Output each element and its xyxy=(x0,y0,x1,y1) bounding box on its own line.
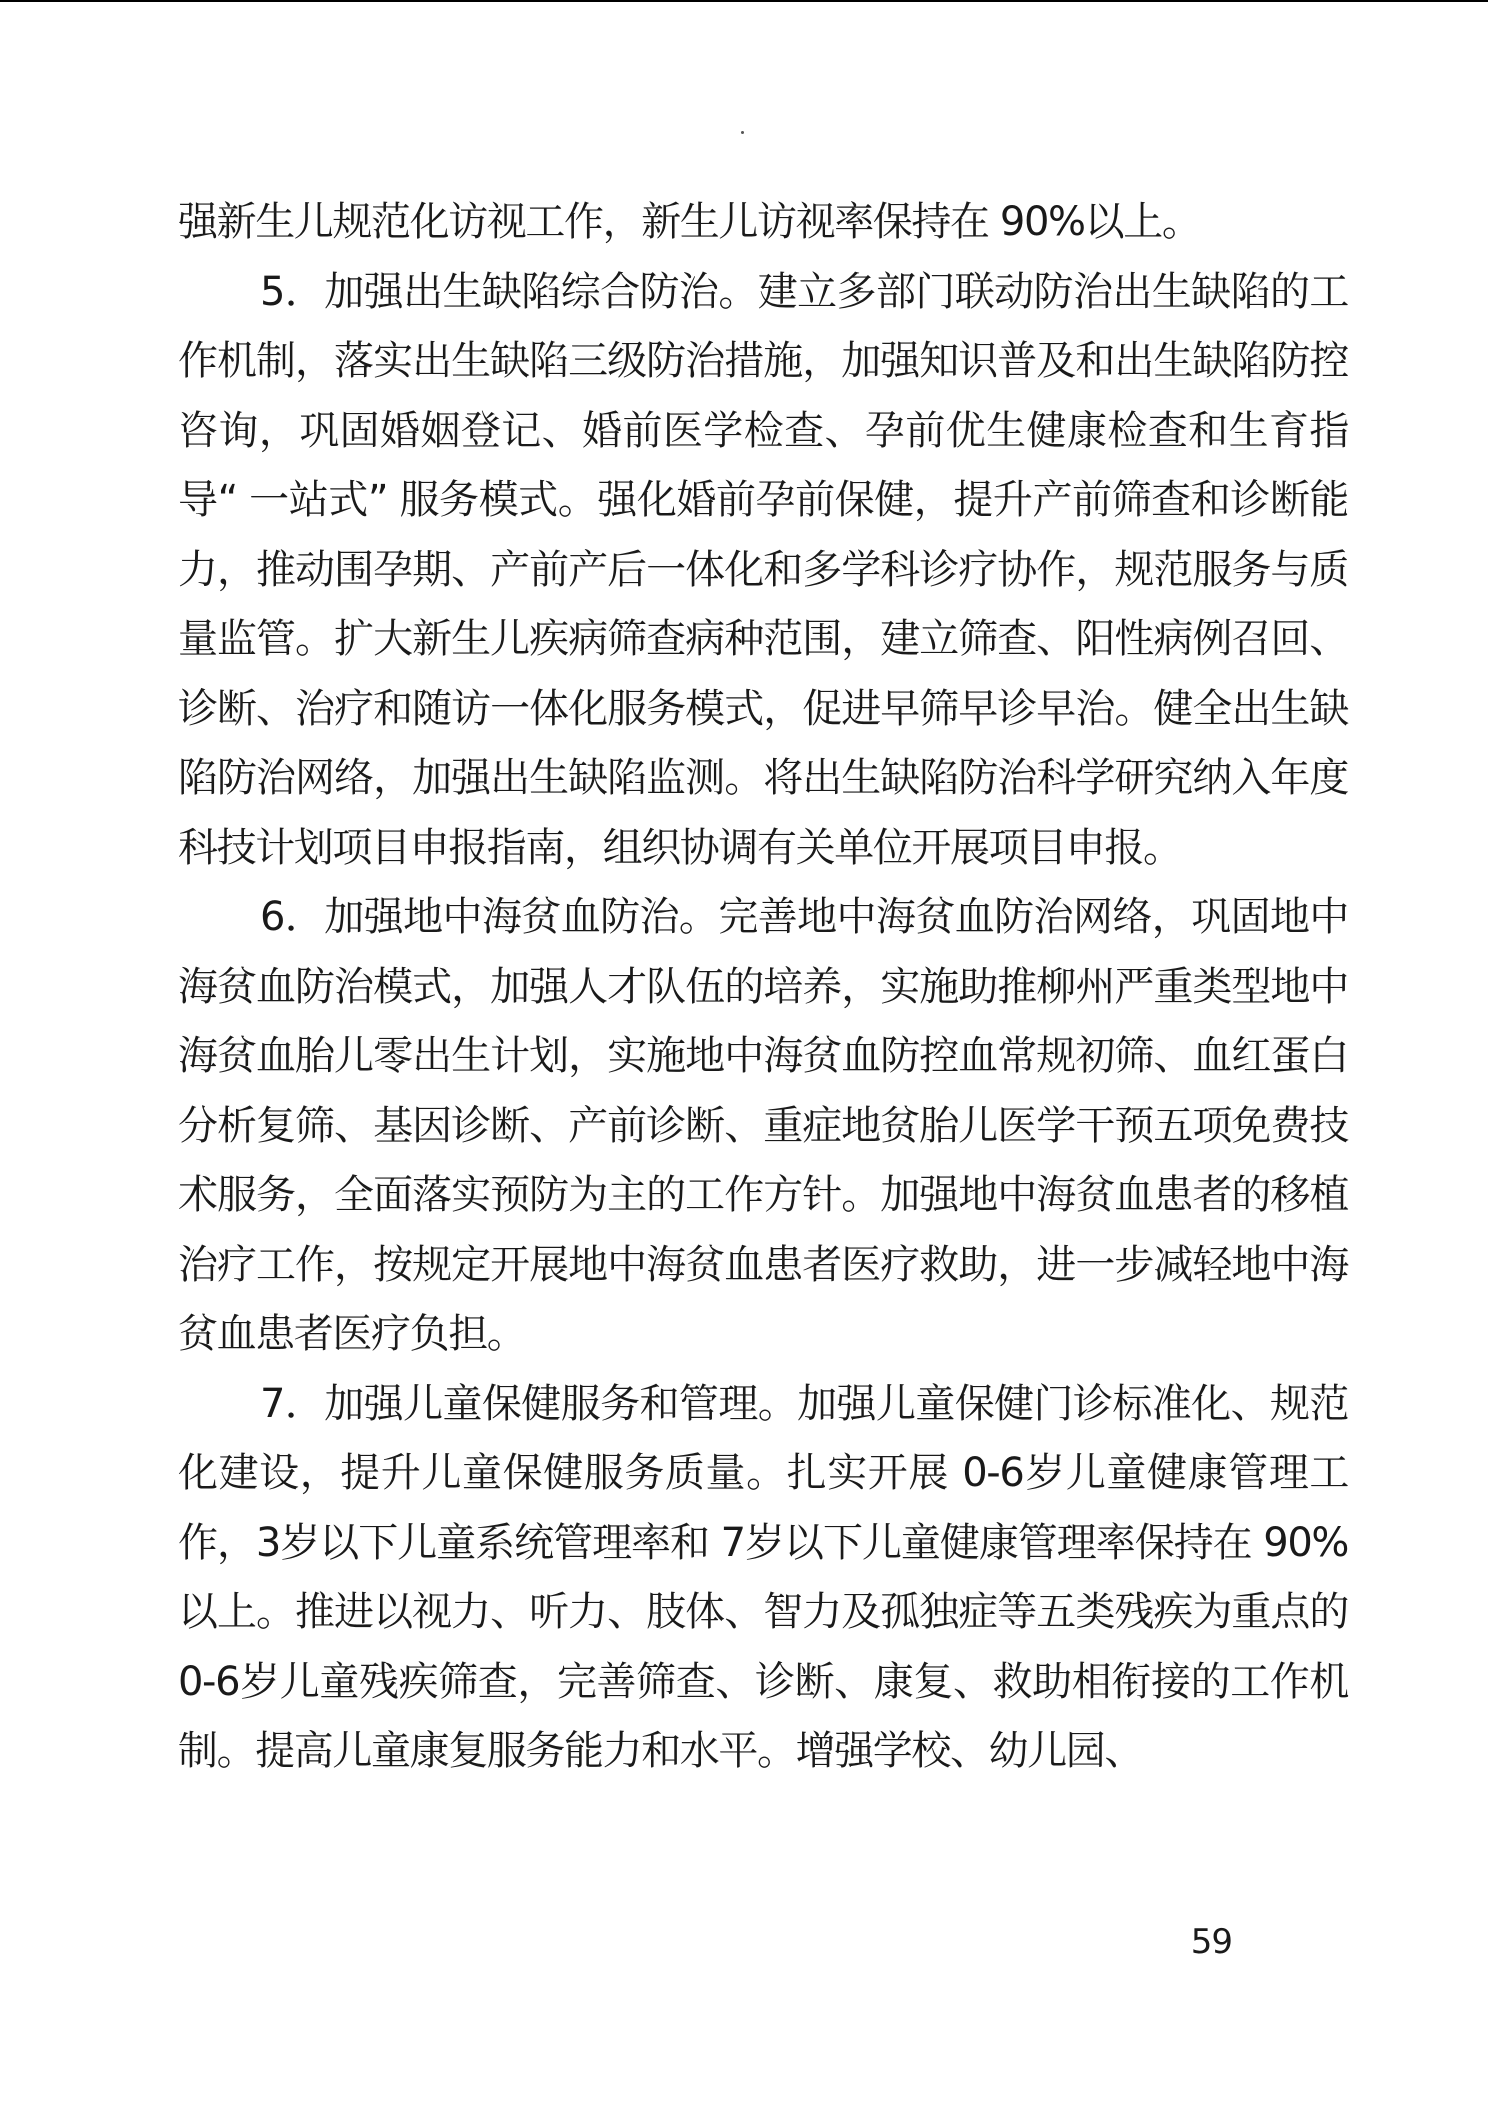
page-number: 59 xyxy=(1190,1922,1232,1962)
paragraph-2: 5．加强出生缺陷综合防治。建立多部门联动防治出生缺陷的工作机制，落实出生缺陷三级防治措施，加强知识普及和出生缺陷防控咨询，巩固婚姻登记、婚前医学检查、孕前优生健康检查和生育指导“ 一站式” 服务模式。强化婚前孕前保健，提升产前筛查和诊断能力，推动围孕期、产前产后一体化和多学科诊疗协作，规范服务与质量监管。扩大新生儿疾病筛查病种范围，建立筛查、阳性病例召回、诊断、治疗和随访一体化服务模式，促进早筛早诊早治。健全出生缺陷防治网络，加强出生缺陷监测。将出生缺陷防治科学研究纳入年度科技计划项目申报指南，组织协调有关单位开展项目申报。 xyxy=(178,268,1348,871)
paragraph-4: 7．加强儿童保健服务和管理。加强儿童保健门诊标准化、规范化建设，提升儿童保健服务质量。扎实开展 0-6岁儿童健康管理工作，3岁以下儿童系统管理率和 7岁以下儿童健康管理率保持在 90%以上。推进以视力、听力、肢体、智力及孤独症等五类残疾为重点的 0-6岁儿童残疾筛查，完善筛查、诊断、康复、救助相衔接的工作机制。提高儿童康复服务能力和水平。增强学校、幼儿园、 xyxy=(178,1380,1348,1774)
paragraph-3: 6．加强地中海贫血防治。完善地中海贫血防治网络，巩固地中海贫血防治模式，加强人才队伍的培养，实施助推柳州严重类型地中海贫血胎儿零出生计划，实施地中海贫血防控血常规初筛、血红蛋白分析复筛、基因诊断、产前诊断、重症地贫胎儿医学干预五项免费技术服务，全面落实预防为主的工作方针。加强地中海贫血患者的移植治疗工作，按规定开展地中海贫血患者医疗救助，进一步减轻地中海贫血患者医疗负担。 xyxy=(178,894,1348,1357)
paragraph-1: 强新生儿规范化访视工作，新生儿访视率保持在 90%以上。 xyxy=(178,199,1201,245)
scan-speck xyxy=(741,131,744,134)
document-body xyxy=(178,188,1348,1787)
top-border-rule xyxy=(0,0,1488,2)
